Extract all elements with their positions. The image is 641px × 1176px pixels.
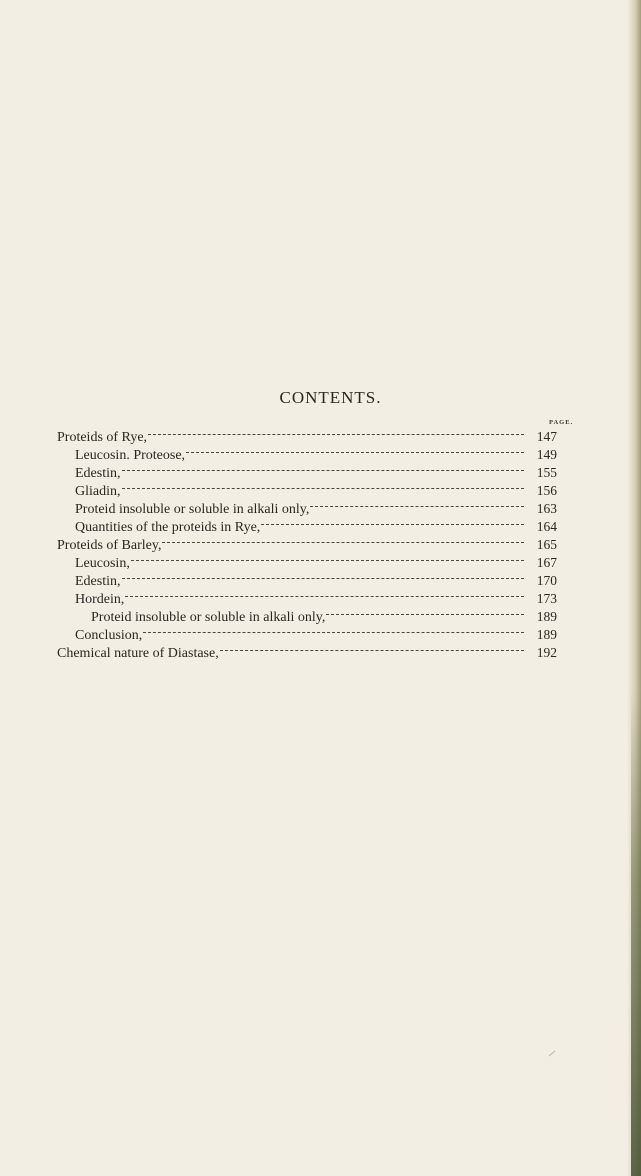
paper-speck [549, 1051, 556, 1057]
toc-entry-title: Leucosin. Proteose, [75, 448, 186, 463]
toc-entry-page: 165 [536, 537, 557, 552]
toc-entry-title: Proteid insoluble or soluble in alkali only, [91, 610, 326, 625]
toc-entry-conclusion[interactable] [57, 626, 557, 644]
toc-entry-title: Quantities of the proteids in Rye, [75, 520, 261, 535]
dot-leader [261, 524, 524, 525]
dot-leader [186, 452, 524, 453]
page-column-label: PAGE. [549, 419, 574, 426]
toc-entry-title: Gliadin, [75, 484, 121, 499]
page-title: CONTENTS. [279, 388, 382, 407]
toc-entry-quantities-rye[interactable] [57, 518, 557, 536]
toc-entry-page: 189 [536, 627, 557, 642]
toc-entry-title: Conclusion, [75, 628, 143, 643]
dot-leader [148, 434, 524, 435]
dot-leader [162, 542, 524, 543]
toc-entry-page: 156 [536, 483, 557, 498]
toc-entry-edestin-barley[interactable] [57, 572, 557, 590]
toc-entry-title: Proteids of Rye, [57, 430, 148, 445]
table-of-contents [57, 428, 557, 662]
dot-leader [125, 596, 524, 597]
toc-entry-proteid-insoluble-barley[interactable] [57, 608, 557, 626]
toc-entry-title: Proteids of Barley, [57, 538, 162, 553]
toc-entry-title: Leucosin, [75, 556, 130, 571]
dot-leader [143, 632, 524, 633]
page-edge-stain [631, 690, 641, 1176]
toc-entry-title: Chemical nature of Diastase, [57, 646, 219, 661]
toc-entry-page: 147 [536, 429, 557, 444]
toc-entry-proteid-insoluble-rye[interactable] [57, 500, 557, 518]
toc-entry-hordein[interactable] [57, 590, 557, 608]
toc-entry-page: 192 [536, 645, 557, 660]
dot-leader [122, 488, 525, 489]
toc-entry-page: 173 [536, 591, 557, 606]
toc-entry-proteids-of-rye[interactable] [57, 428, 557, 446]
toc-entry-chemical-nature-diastase[interactable] [57, 644, 557, 662]
dot-leader [122, 470, 525, 471]
toc-entry-leucosin-proteose[interactable] [57, 446, 557, 464]
toc-entry-page: 167 [536, 555, 557, 570]
toc-entry-page: 163 [536, 501, 557, 516]
dot-leader [122, 578, 525, 579]
toc-entry-title: Proteid insoluble or soluble in alkali only, [75, 502, 310, 517]
toc-entry-title: Edestin, [75, 466, 121, 481]
toc-entry-page: 189 [536, 609, 557, 624]
dot-leader [310, 506, 524, 507]
toc-entry-page: 149 [536, 447, 557, 462]
dot-leader [326, 614, 524, 615]
toc-entry-edestin-rye[interactable] [57, 464, 557, 482]
toc-entry-title: Hordein, [75, 592, 125, 607]
toc-entry-page: 164 [536, 519, 557, 534]
toc-entry-page: 170 [536, 573, 557, 588]
dot-leader [220, 650, 524, 651]
toc-entry-title: Edestin, [75, 574, 121, 589]
toc-entry-page: 155 [536, 465, 557, 480]
dot-leader [131, 560, 524, 561]
toc-entry-gliadin[interactable] [57, 482, 557, 500]
toc-entry-leucosin-barley[interactable] [57, 554, 557, 572]
toc-entry-proteids-of-barley[interactable] [57, 536, 557, 554]
